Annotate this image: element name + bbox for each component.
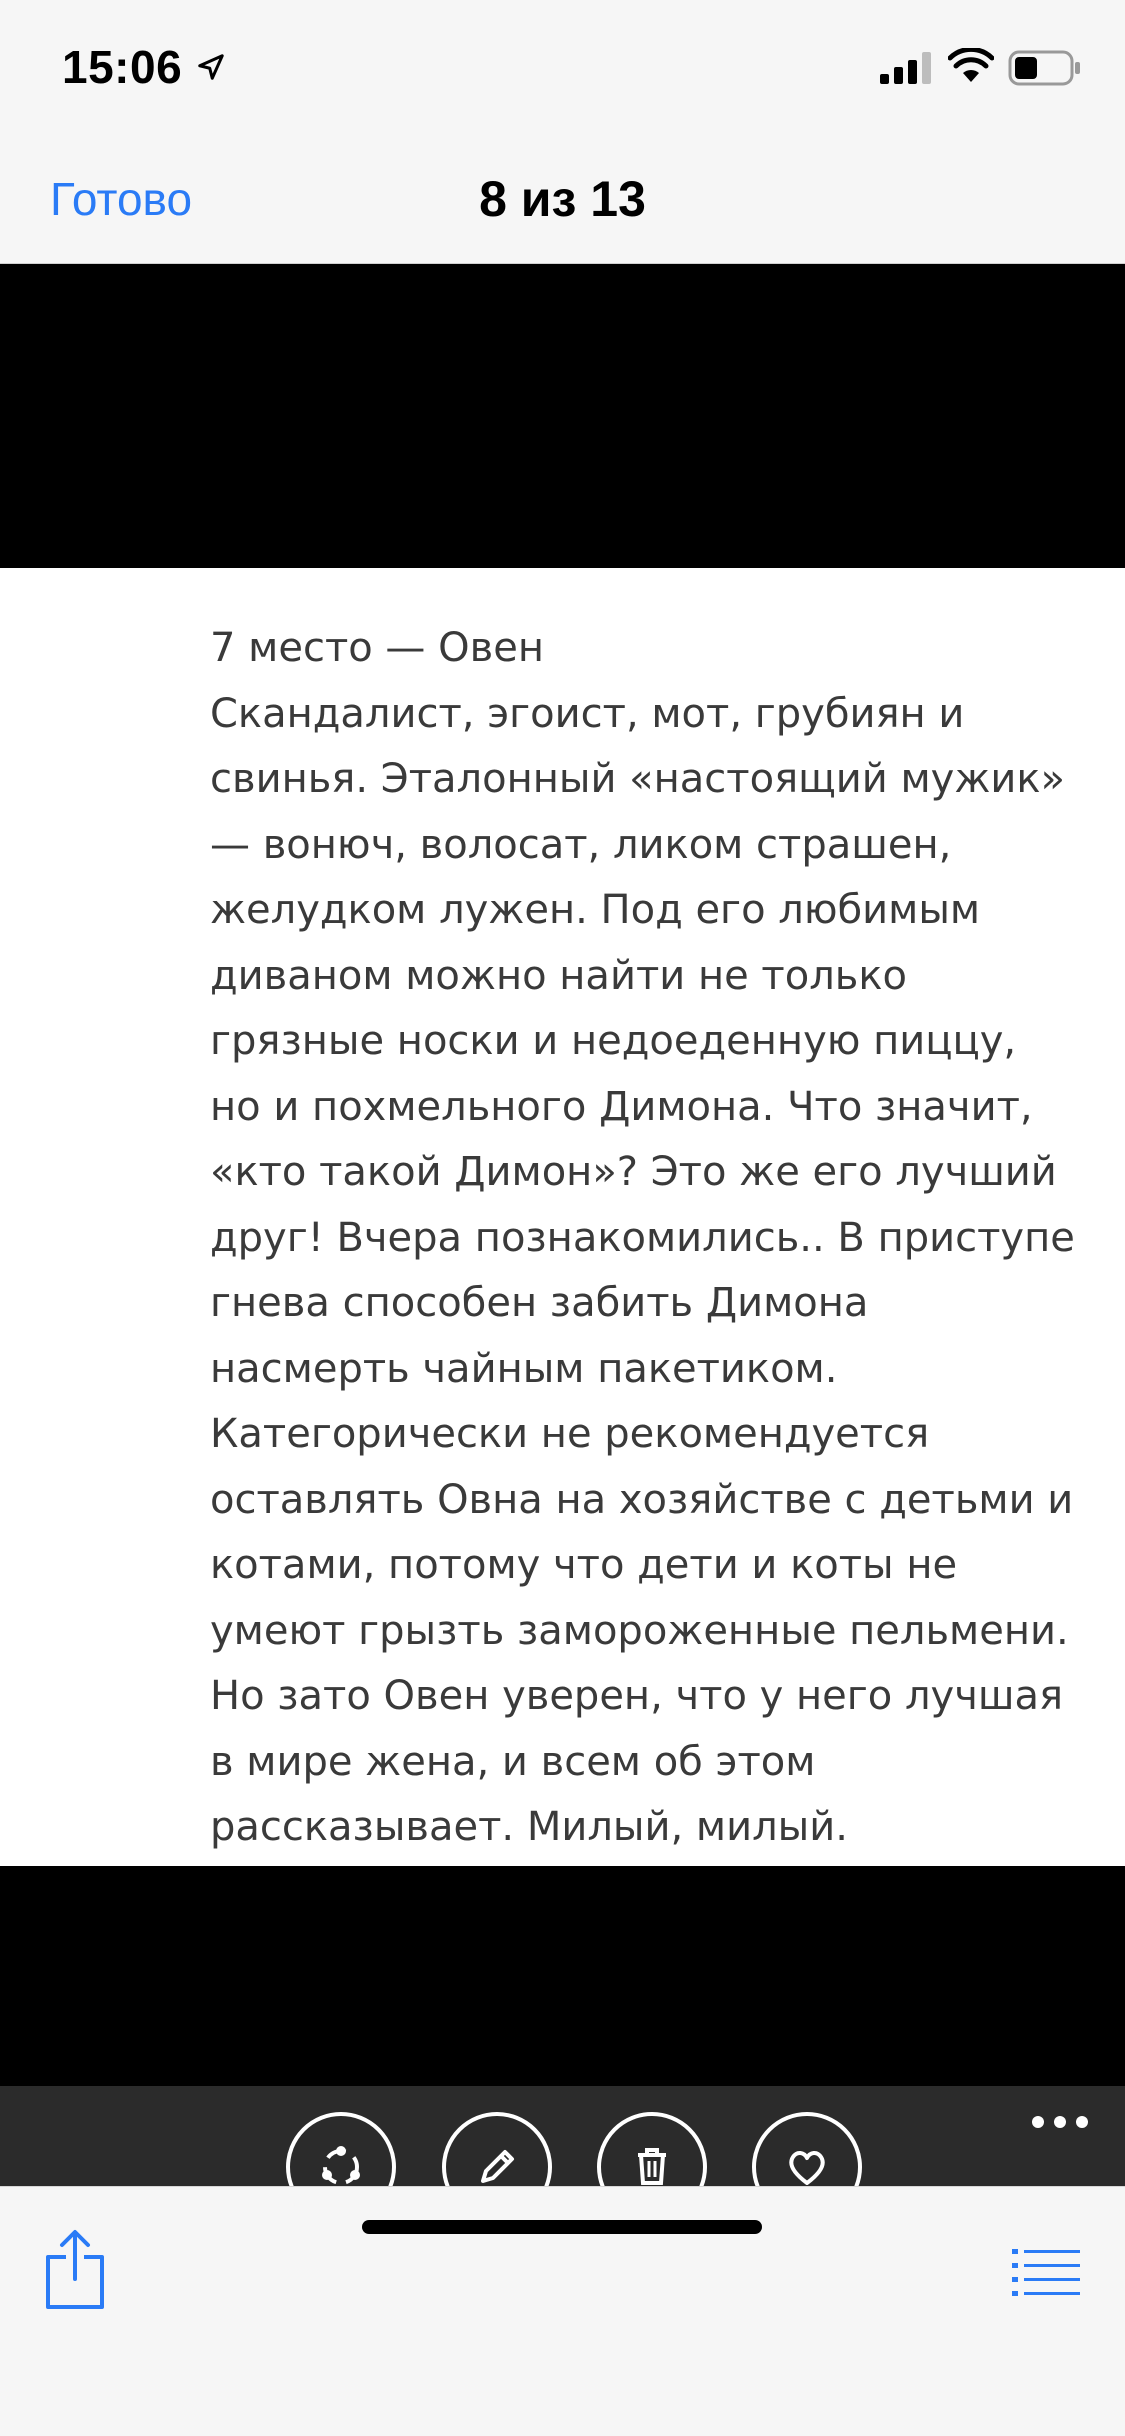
text-line: насмерть чайным пакетиком.	[210, 1345, 838, 1392]
text-line: рассказывает. Милый, милый.	[210, 1804, 848, 1850]
status-bar	[0, 0, 1125, 132]
text-line: оставлять Овна на хозяйстве с детьми и	[210, 1476, 1074, 1523]
text-line: но и похмельного Димона. Что значит,	[210, 1083, 1033, 1130]
photo-text-block	[210, 616, 1100, 1861]
text-line: Категорически не рекомендуется	[210, 1411, 930, 1457]
text-line: Но зато Овен уверен, что у него лучшая	[210, 1673, 1064, 1719]
home-indicator[interactable]	[362, 2220, 762, 2234]
text-line: «кто такой Димон»? Это же его лучший	[210, 1149, 1057, 1195]
status-time: 15:06	[62, 41, 183, 93]
photo-bottom-area	[0, 1866, 1125, 2086]
text-line: умеют грызть замороженные пельмени.	[210, 1607, 1069, 1654]
text-line: — вонюч, волосат, ликом страшен,	[210, 821, 952, 868]
embedded-photo-toolbar	[0, 2086, 1125, 2186]
text-line: грязные носки и недоеденную пиццу,	[210, 1018, 1017, 1064]
battery-icon	[1008, 50, 1082, 86]
more-dots-icon	[1030, 2114, 1090, 2130]
list-icon[interactable]	[1012, 2247, 1080, 2297]
photo-top-area	[0, 264, 1125, 568]
text-line: желудком лужен. Под его любимым	[210, 887, 981, 933]
page-title: 8 из 13	[479, 171, 646, 227]
text-line: диваном можно найти не только	[210, 952, 907, 999]
text-line: друг! Вчера познакомились.. В приступе	[210, 1214, 1075, 1261]
share-icon[interactable]	[44, 2227, 106, 2311]
wifi-icon	[948, 48, 994, 84]
location-arrow-icon	[196, 52, 226, 82]
text-line: Скандалист, эгоист, мот, грубиян и	[210, 690, 965, 737]
photo-image[interactable]	[0, 568, 1125, 1866]
text-line: 7 место — Овен	[210, 625, 544, 671]
text-line: гнева способен забить Димона	[210, 1280, 869, 1326]
done-button[interactable]: Готово	[50, 173, 193, 225]
text-line: свинья. Эталонный «настоящий мужик»	[210, 756, 1066, 802]
nav-bar	[0, 132, 1125, 264]
signal-icon	[880, 52, 932, 84]
text-line: котами, потому что дети и коты не	[210, 1542, 958, 1588]
text-line: в мире жена, и всем об этом	[210, 1738, 816, 1785]
